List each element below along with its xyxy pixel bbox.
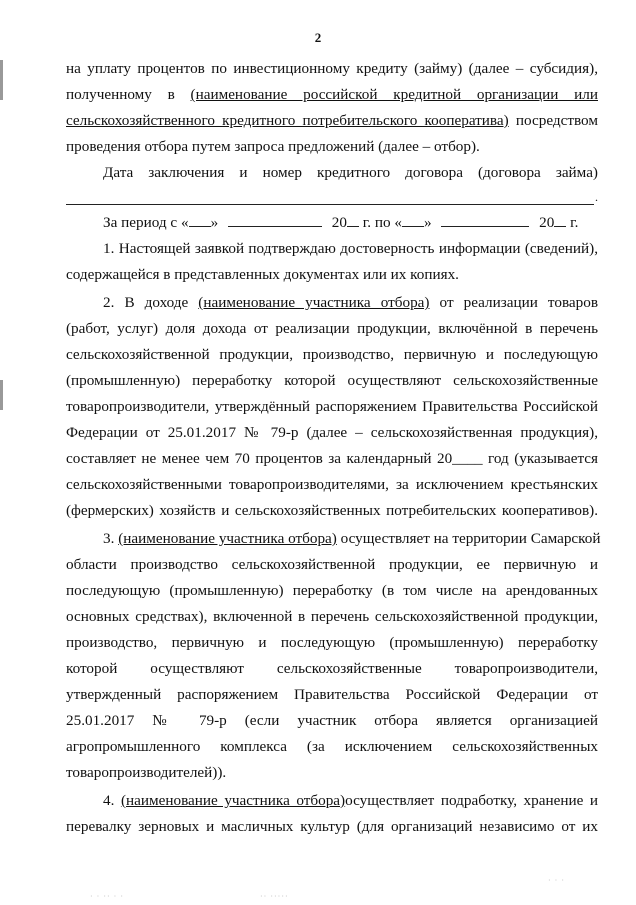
participant-name-placeholder: (наименование участника отбора) <box>120 792 346 809</box>
text: осуществляет подработку, хранение и <box>345 792 599 809</box>
scan-artifact: ·· ····· <box>260 892 289 901</box>
text: посредством <box>508 112 598 129</box>
participant-name-placeholder: (наименование участника отбора) <box>198 294 430 311</box>
year-blank-field <box>347 212 359 227</box>
period-middle: г. по « <box>362 214 402 231</box>
period-quote: » <box>423 214 432 231</box>
text-line: которой осуществляют сельскохозяйственные товаропроизводители, <box>66 660 598 677</box>
period-year-prefix: 20 <box>331 214 347 231</box>
text-line: проведения отбора путем запроса предложений (далее – отбор). <box>66 138 480 155</box>
text: 3. <box>103 530 115 547</box>
month-blank-field <box>228 212 322 227</box>
text-line: (фермерских) хозяйств и сельскохозяйственных потребительских кооперативов). <box>66 502 598 519</box>
text-line: области производство сельскохозяйственной продукции, ее первичную и <box>66 556 598 573</box>
blank-line-field <box>66 204 594 205</box>
text-line: Дата заключения и номер кредитного договора (договора займа) <box>103 164 598 181</box>
text-line: перевалку зерновых и масличных культур (для организаций независимо от их <box>66 818 598 835</box>
text: 2. В доходе <box>103 294 189 311</box>
page-number: 2 <box>314 30 322 45</box>
scan-artifact: · · · <box>548 876 565 885</box>
text-line: составляет не менее чем 70 процентов за календарный 20____ год (указывается <box>66 450 598 467</box>
text-line: Федерации от 25.01.2017 № 79-р (далее – сельскохозяйственная продукция), <box>66 424 598 441</box>
text: полученному в <box>66 86 191 103</box>
period-suffix: г. <box>570 214 579 231</box>
period-prefix: За период с « <box>103 214 189 231</box>
month-blank-field <box>441 212 529 227</box>
text-line: 25.01.2017 № 79-р (если участник отбора является организацией <box>66 712 598 729</box>
paragraph-2-first-line <box>103 290 598 316</box>
text: 4. <box>103 792 115 809</box>
org-name-placeholder: сельскохозяйственного кредитного потребительского кооператива) <box>66 112 509 129</box>
text-line: содержащейся в представленных документах или их копиях. <box>66 266 459 283</box>
period-quote: » <box>210 214 219 231</box>
text-line <box>66 108 598 134</box>
dot: . <box>595 190 598 204</box>
text-line: сельскохозяйственной продукции, производство, первичную и последующую <box>66 346 598 363</box>
text-line: производство, первичную и последующую (промышленную) переработку <box>66 634 598 651</box>
text: от реализации товаров <box>439 294 599 311</box>
text-line: на уплату процентов по инвестиционному кредиту (займу) (далее – субсидия), <box>66 60 598 77</box>
period-year-prefix: 20 <box>539 214 555 231</box>
participant-name-placeholder: (наименование участника отбора) <box>118 530 337 547</box>
scan-margin-mark <box>0 60 3 100</box>
text-line: 1. Настоящей заявкой подтверждаю достоверность информации (сведений), <box>103 240 598 257</box>
text-line: последующую (промышленную) переработку (в том числе на арендованных <box>66 582 598 599</box>
text-line: агропромышленного комплекса (за исключением сельскохозяйственных <box>66 738 598 755</box>
paragraph-3-first-line <box>103 526 601 552</box>
text-line: утвержденный распоряжением Правительства Российской Федерации от <box>66 686 598 703</box>
text-line: основных средствах), включенной в перечень сельскохозяйственной продукции, <box>66 608 598 625</box>
paragraph-4-first-line <box>103 788 598 814</box>
year-blank-field <box>554 212 566 227</box>
text-line: сельскохозяйственными товаропроизводителями, за исключением крестьянских <box>66 476 598 493</box>
day-blank-field <box>189 212 211 227</box>
day-blank-field <box>402 212 424 227</box>
text-line: (работ, услуг) доля дохода от реализации продукции, включённой в перечень <box>66 320 598 337</box>
scan-margin-mark <box>0 380 3 410</box>
text-line: товаропроизводителей)). <box>66 764 227 781</box>
text-line: товаропроизводители, утверждённый распоряжением Правительства Российской <box>66 398 598 415</box>
text-line: (промышленную) переработку которой осуществляют сельскохозяйственные <box>66 372 598 389</box>
text: осуществляет на территории Самарской <box>340 530 601 547</box>
scan-artifact: · · ·· · · <box>90 892 124 901</box>
text-line <box>66 82 598 108</box>
text-line-underlined <box>66 82 598 108</box>
period-line <box>103 210 598 236</box>
org-name-placeholder: (наименование российской кредитной организации или <box>190 86 598 103</box>
